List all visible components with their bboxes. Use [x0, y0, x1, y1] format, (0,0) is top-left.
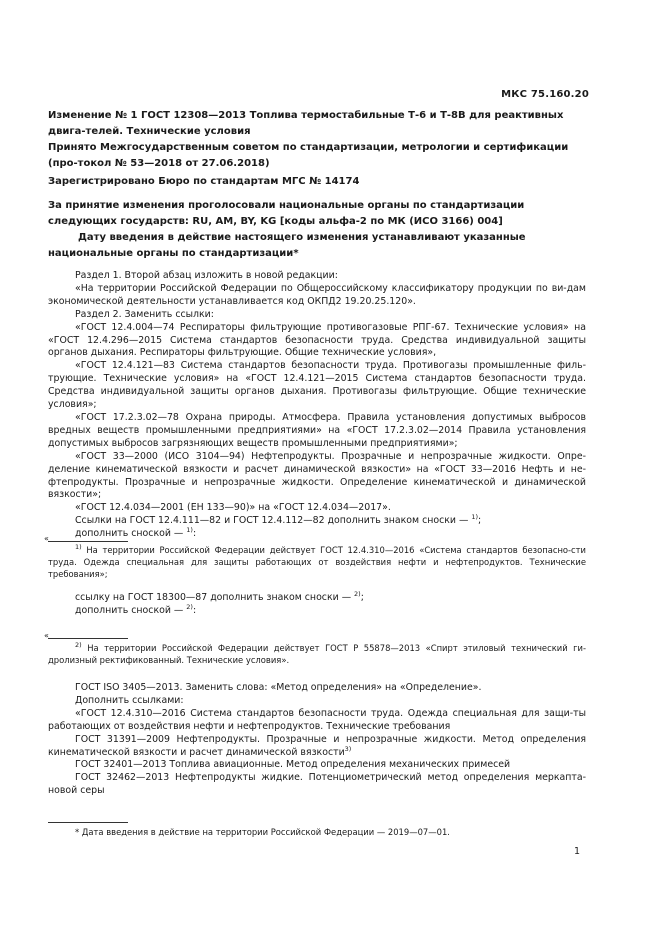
paragraph-text: дополнить сноской — — [75, 528, 187, 540]
paragraph: «ГОСТ 12.4.121—83 Система стандартов безопасности труда. Противогазы промышленные филь-трующие. Технические условия» на «ГОСТ 12.4.121—2015 Система стандартов безопасности труда. Средства индивидуальной защиты органов дыхания. Противогазы фильтрующие. Общие технические условия»; — [48, 360, 586, 411]
paragraph — [48, 734, 586, 760]
footnote-ref: 2) — [354, 589, 361, 598]
registration-statement: Зарегистрировано Бюро по стандартам МГС № 14174 — [48, 176, 360, 187]
effective-date-statement: Дату введения в действие настоящего изменения устанавливают указанные национальные органы по стандартизации* — [48, 232, 526, 259]
classification-code: МКС 75.160.20 — [501, 89, 589, 100]
paragraph: «ГОСТ 12.4.004—74 Респираторы фильтрующие противогазовые РПГ-67. Технические условия» на «ГОСТ 12.4.296—2015 Система стандартов безопасности труда. Средства индивидуальной защиты органов дыхания. Респираторы фильтрующие. Общие технические условия», — [48, 321, 586, 359]
footnote-text: На территории Российской Федерации действует ГОСТ Р 55878—2013 «Спирт этиловый технический ги-дролизный ректификованный. Технические условия». — [48, 643, 587, 665]
footnote-number: 1) — [75, 543, 82, 552]
paragraph-text: ссылку на ГОСТ 18300—87 дополнить знаком сноски — — [75, 592, 355, 603]
paragraph: «На территории Российской Федерации по Общероссийскому классификатору продукции по ви-дам экономической деятельности устанавливается код ОКПД2 19.20.25.120». — [48, 282, 586, 307]
body-section-1 — [48, 270, 586, 541]
footnote-quote-mark: « — [44, 534, 49, 543]
paragraph: Раздел 1. Второй абзац изложить в новой редакции: — [75, 270, 338, 281]
footnote-1 — [48, 544, 586, 580]
footnote-effective-date: * Дата введения в действие на территории Российской Федерации — 2019—07—01. — [75, 827, 450, 837]
footnote-ref: 3) — [344, 744, 352, 753]
footnote-ref: 1) — [471, 513, 479, 522]
paragraph: Дополнить ссылками: — [75, 694, 184, 706]
paragraph: ссылку на ГОСТ 18300—87 дополнить знаком сноски — $^{2)}$; — [75, 589, 364, 603]
footnote-number: 2) — [75, 641, 82, 650]
paragraph-text: Ссылки на ГОСТ 12.4.111—82 и ГОСТ 12.4.112—82 дополнить знаком сноски — — [75, 515, 472, 527]
footnote-divider — [48, 822, 128, 823]
footnote-ref: 2) — [186, 602, 193, 611]
paragraph: ГОСТ 32401—2013 Топлива авиационные. Метод определения механических примесей — [75, 759, 511, 771]
paragraph-text: ГОСТ 31391—2009 Нефтепродукты. Прозрачные и непрозрачные жидкости. Метод определения кинематической вязкости и расчет динамической вязкости — [48, 733, 586, 758]
paragraph: Раздел 2. Заменить ссылки: — [75, 308, 214, 320]
paragraph: ГОСТ 32462—2013 Нефтепродукты жидкие. Потенциометрический метод определения меркапта-новой серы — [48, 772, 586, 797]
paragraph: дополнить сноской — $^{2)}$: — [75, 602, 197, 616]
paragraph-text: дополнить сноской — — [75, 604, 187, 616]
paragraph: «ГОСТ 12.4.034—2001 (ЕН 133—90)» на «ГОСТ 12.4.034—2017». — [75, 502, 391, 514]
paragraph: ГОСТ ISO 3405—2013. Заменить слова: «Метод определения» на «Определение». — [75, 682, 482, 693]
paragraph: «ГОСТ 17.2.3.02—78 Охрана природы. Атмосфера. Правила установления допустимых выбросов вредных веществ промышленными предприятиями» на «ГОСТ 17.2.3.02—2014 Правила установления допустимых выбросов загрязняющих веществ промышленными предприятиями»; — [48, 411, 586, 449]
paragraph: Ссылки на ГОСТ 12.4.111—82 и ГОСТ 12.4.112—82 дополнить знаком сноски — $^{1)}$; — [75, 513, 482, 527]
footnote-divider — [48, 638, 128, 639]
amendment-title: Изменение № 1 ГОСТ 12308—2013 Топлива термостабильные Т-6 и Т-8В для реактивных двига-телей. Технические условия — [48, 110, 564, 137]
paragraph: дополнить сноской — $^{1)}$: — [75, 526, 197, 540]
footnote-text: На территории Российской Федерации действует ГОСТ 12.4.310—2016 «Система стандартов безопасно-сти труда. Одежда специальная для защиты работающих от воздействия нефти и нефтепродуктов. Технические требования»; — [48, 545, 586, 579]
page-number: 1 — [573, 846, 580, 857]
footnote-divider — [48, 541, 128, 542]
body-section-2 — [48, 589, 586, 618]
paragraph: «ГОСТ 12.4.310—2016 Система стандартов безопасности труда. Одежда специальная для защи-ты работающих от воздействия нефти и нефтепродуктов. Технические требования — [48, 707, 586, 732]
voting-statement: За принятие изменения проголосовали национальные органы по стандартизации следующих государств: RU, AM, BY, KG [коды альфа-2 по МК (ИСО 3166) 004] — [48, 200, 525, 227]
footnote-2 — [48, 642, 586, 666]
paragraph: «ГОСТ 33—2000 (ИСО 3104—94) Нефтепродукты. Прозрачные и непрозрачные жидкости. Опре-деление кинематической вязкости и расчет динамической вязкости» на «ГОСТ 33—2016 Нефть и не-фтепродукты. Прозрачные и непрозрачные жидкости. Определение кинематической и динамической вязкости»; — [48, 450, 586, 501]
body-section-3 — [48, 682, 586, 798]
adoption-statement: Принято Межгосударственным советом по стандартизации, метрологии и сертификации (про-токол № 53—2018 от 27.06.2018) — [48, 142, 569, 169]
footnote-quote-mark: « — [44, 631, 49, 640]
footnote-ref: 1) — [186, 526, 193, 534]
